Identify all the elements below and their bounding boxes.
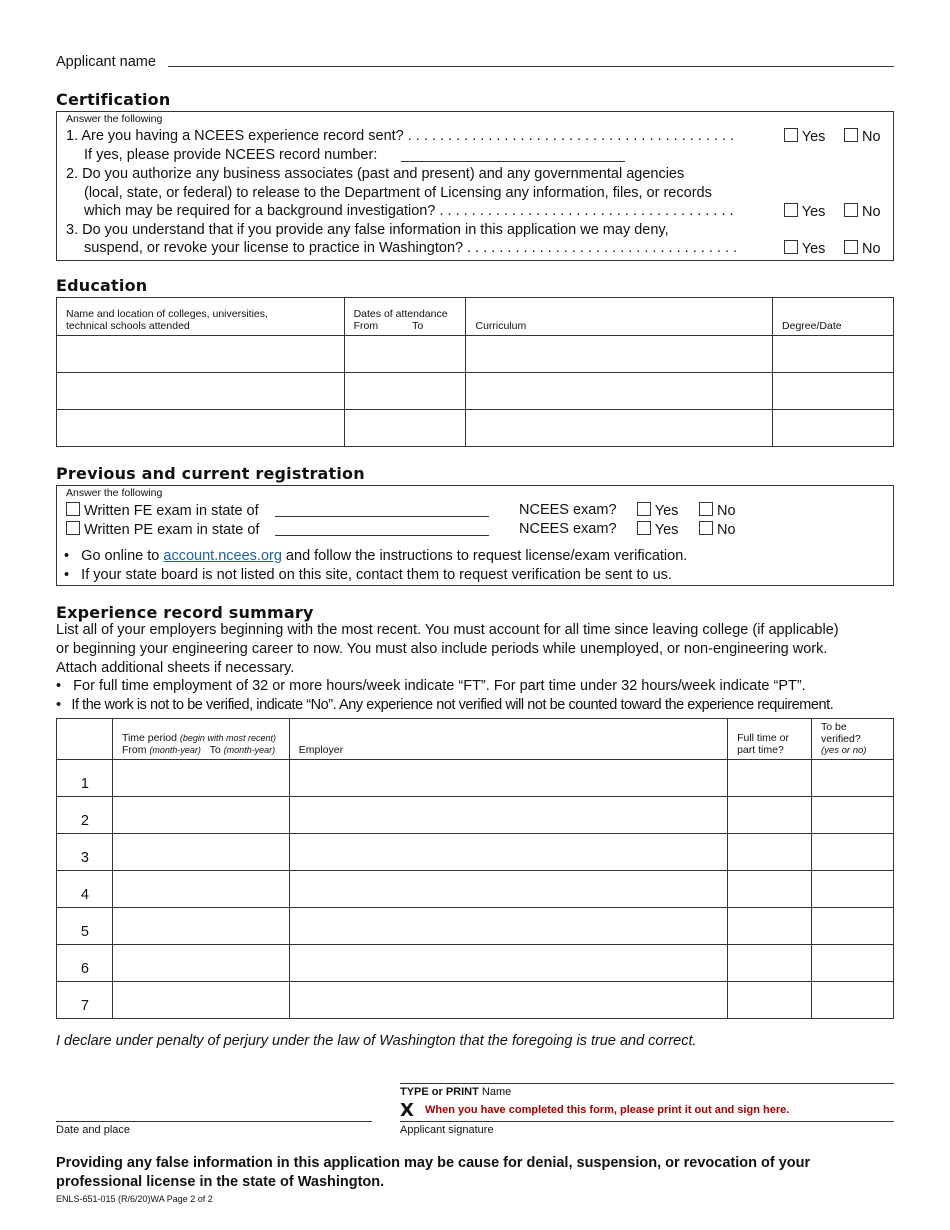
pe-exam-checkbox[interactable] (66, 521, 80, 535)
question-2-line2: (local, state, or federal) to release to the Department of Licensing any information, files, or records (84, 185, 712, 201)
q3-no-label: No (862, 241, 881, 257)
experience-col-number (57, 719, 113, 760)
q3-yes-checkbox[interactable] (784, 240, 798, 254)
col-employer-label: Employer (298, 744, 344, 756)
col-from-label: From (121, 744, 147, 756)
experience-cell[interactable] (112, 982, 289, 1019)
experience-cell[interactable] (289, 797, 727, 834)
experience-header-row (57, 719, 894, 760)
print-name-field[interactable] (400, 1083, 894, 1084)
fe-exam-label: Written FE exam in state of (84, 503, 259, 519)
education-cell[interactable] (773, 373, 894, 410)
education-col-degree (773, 298, 894, 336)
pe-exam-label: Written PE exam in state of (84, 522, 260, 538)
experience-cell[interactable] (289, 871, 727, 908)
experience-cell[interactable] (112, 760, 289, 797)
education-col-degree-label: Degree/Date (782, 320, 842, 332)
education-cell[interactable] (344, 336, 466, 373)
q2-no-label: No (862, 204, 881, 220)
q3-no-checkbox[interactable] (844, 240, 858, 254)
education-table (56, 297, 894, 447)
experience-cell[interactable] (728, 982, 812, 1019)
bullet-2-text: If your state board is not listed on this site, contact them to request verification be sent to us. (81, 567, 672, 583)
education-row (57, 336, 894, 373)
certification-heading: Certification (56, 90, 171, 109)
bullet-1-post: and follow the instructions to request license/exam verification. (281, 548, 688, 564)
q2-no-checkbox[interactable] (844, 203, 858, 217)
experience-col-ft (728, 719, 812, 760)
certification-instruction: Answer the following (66, 113, 163, 125)
education-cell[interactable] (466, 336, 773, 373)
x-mark-icon: X (400, 1100, 414, 1121)
experience-col-time (112, 719, 289, 760)
q1-yes-checkbox[interactable] (784, 128, 798, 142)
experience-cell[interactable] (112, 908, 289, 945)
declaration: I declare under penalty of perjury under the law of Washington that the foregoing is true and correct. (56, 1033, 697, 1049)
question-3-line1: 3. Do you understand that if you provide any false information in this application we may deny, (66, 222, 669, 238)
registration-instruction: Answer the following (66, 487, 163, 499)
experience-cell[interactable] (728, 908, 812, 945)
date-place-field[interactable] (56, 1121, 372, 1122)
warning-line-2: professional license in the state of Washington. (56, 1174, 385, 1190)
col-verify-line1: To be verified? (821, 721, 861, 745)
experience-col-employer (289, 719, 727, 760)
education-row (57, 373, 894, 410)
signature-instruction: When you have completed this form, please print it out and sign here. (425, 1104, 790, 1116)
col-ft-line1: Full time or (737, 732, 790, 744)
experience-cell[interactable] (728, 871, 812, 908)
experience-row-number: 5 (57, 908, 113, 945)
education-cell[interactable] (57, 410, 345, 447)
experience-cell[interactable] (728, 797, 812, 834)
experience-para-2: or beginning your engineering career to now. You must also include periods while unemployed, or non-engineering work. (56, 641, 828, 657)
education-row (57, 410, 894, 447)
experience-cell[interactable] (289, 760, 727, 797)
fe-ncees-label: NCEES exam? (519, 502, 617, 518)
experience-cell[interactable] (812, 797, 894, 834)
experience-cell[interactable] (112, 945, 289, 982)
q2-yes-label: Yes (801, 204, 826, 220)
experience-bullet-2: • If the work is not to be verified, indicate “No”. Any experience not verified will not be counted toward the experience requirement. (56, 697, 834, 713)
experience-bullet-1: • For full time employment of 32 or more hours/week indicate “FT”. For part time under 32 hours/week indicate “PT”. (56, 678, 806, 694)
fe-exam-checkbox[interactable] (66, 502, 80, 516)
pe-ncees-yes-label: Yes (654, 522, 679, 538)
education-col-school (57, 298, 345, 336)
experience-heading: Experience record summary (56, 603, 314, 622)
experience-cell[interactable] (812, 982, 894, 1019)
applicant-signature-field[interactable] (400, 1121, 894, 1122)
experience-bullet-2-text: If the work is not to be verified, indicate “No”. Any experience not verified will not be counted toward the experience requirement. (71, 697, 834, 713)
experience-row (57, 760, 894, 797)
fe-ncees-no-label: No (717, 503, 736, 519)
col-verify-line2: (yes or no) (821, 745, 867, 756)
experience-cell[interactable] (289, 908, 727, 945)
certification-box (56, 111, 894, 261)
education-col-to: To (412, 320, 424, 332)
pe-ncees-yes-checkbox[interactable] (637, 521, 651, 535)
education-col-school-line2: technical schools attended (66, 320, 190, 332)
education-col-curriculum (466, 298, 773, 336)
q2-yes-checkbox[interactable] (784, 203, 798, 217)
experience-row-number: 7 (57, 982, 113, 1019)
question-3-line2: suspend, or revoke your license to practice in Washington? . . . . . . . . . . . . . . . . . . . . . . . . . . . . . . . . . . (84, 240, 738, 256)
education-heading: Education (56, 276, 148, 295)
experience-row (57, 945, 894, 982)
education-cell[interactable] (57, 336, 345, 373)
bullet-1-pre: Go online to (81, 548, 164, 564)
pe-state-field[interactable] (275, 535, 489, 536)
education-cell[interactable] (466, 410, 773, 447)
experience-cell[interactable] (289, 945, 727, 982)
experience-cell[interactable] (812, 760, 894, 797)
q1-yes-label: Yes (801, 129, 826, 145)
ncees-link[interactable]: account.ncees.org (163, 548, 282, 564)
pe-ncees-no-checkbox[interactable] (699, 521, 713, 535)
question-1-sub: If yes, please provide NCEES record number: (84, 147, 378, 163)
question-2-line1: 2. Do you authorize any business associates (past and present) and any governmental agencies (66, 166, 685, 182)
applicant-signature-label: Applicant signature (400, 1124, 494, 1136)
fe-state-field[interactable] (275, 516, 489, 517)
experience-row-number: 4 (57, 871, 113, 908)
experience-row (57, 834, 894, 871)
fe-ncees-yes-checkbox[interactable] (637, 502, 651, 516)
registration-box (56, 485, 894, 586)
education-cell[interactable] (773, 410, 894, 447)
question-2-line3: which may be required for a background investigation? . . . . . . . . . . . . . . . . . . . . . . . . . . . . . . . . . . . . . (84, 203, 734, 219)
type-print-label (400, 1086, 511, 1098)
q1-no-label: No (862, 129, 881, 145)
experience-bullet-1-text: For full time employment of 32 or more hours/week indicate “FT”. For part time under 32 hours/week indicate “PT”. (73, 678, 806, 694)
date-place-label: Date and place (56, 1124, 130, 1136)
experience-cell[interactable] (112, 834, 289, 871)
education-cell[interactable] (466, 373, 773, 410)
col-time-note: (begin with most recent) (179, 733, 276, 743)
education-col-dates (344, 298, 466, 336)
registration-heading: Previous and current registration (56, 464, 365, 483)
q3-yes-label: Yes (801, 241, 826, 257)
ncees-record-number-field[interactable] (401, 161, 625, 162)
type-print-rest: Name (478, 1086, 512, 1098)
col-to-note: (month-year) (223, 745, 276, 755)
experience-row (57, 982, 894, 1019)
experience-cell[interactable] (728, 945, 812, 982)
experience-col-verify (812, 719, 894, 760)
warning-line-1: Providing any false information in this application may be cause for denial, suspension, or revocation of your (56, 1155, 811, 1171)
type-print-bold: TYPE or PRINT (400, 1086, 479, 1098)
col-ft-line2: part time? (737, 744, 784, 756)
experience-cell[interactable] (112, 797, 289, 834)
experience-cell[interactable] (728, 834, 812, 871)
col-to-label: To (209, 744, 221, 756)
q1-no-checkbox[interactable] (844, 128, 858, 142)
experience-cell[interactable] (289, 982, 727, 1019)
experience-row (57, 908, 894, 945)
education-header-row (57, 298, 894, 336)
registration-bullet-2: • If your state board is not listed on this site, contact them to request verification be sent to us. (64, 567, 672, 583)
experience-cell[interactable] (112, 871, 289, 908)
question-1: 1. Are you having a NCEES experience record sent? . . . . . . . . . . . . . . . . . . . . . . . . . . . . . . . . . . . . . . . . . (66, 128, 735, 144)
experience-row-number: 3 (57, 834, 113, 871)
education-cell[interactable] (344, 373, 466, 410)
experience-cell[interactable] (812, 834, 894, 871)
applicant-name-label: Applicant name (56, 54, 156, 70)
education-cell[interactable] (57, 373, 345, 410)
applicant-name-field[interactable] (168, 66, 894, 67)
experience-table (56, 718, 894, 1019)
form-footer: ENLS-651-015 (R/6/20)WA Page 2 of 2 (56, 1194, 213, 1204)
fe-ncees-yes-label: Yes (654, 503, 679, 519)
experience-row-number: 6 (57, 945, 113, 982)
experience-row (57, 797, 894, 834)
col-from-note: (month-year) (149, 745, 201, 755)
experience-cell[interactable] (812, 945, 894, 982)
col-time-label: Time period (121, 732, 177, 744)
experience-para-1: List all of your employers beginning with the most recent. You must account for all time since leaving college (if applicable) (56, 622, 839, 638)
experience-cell[interactable] (289, 834, 727, 871)
education-cell[interactable] (773, 336, 894, 373)
registration-bullet-1: • Go online to account.ncees.org and follow the instructions to request license/exam verification. (64, 548, 688, 564)
experience-cell[interactable] (812, 871, 894, 908)
education-col-dates-line1: Dates of attendance (353, 308, 448, 320)
experience-para-3: Attach additional sheets if necessary. (56, 660, 295, 676)
education-cell[interactable] (344, 410, 466, 447)
experience-row (57, 871, 894, 908)
education-col-from: From (353, 320, 379, 332)
experience-row-number: 2 (57, 797, 113, 834)
pe-ncees-no-label: No (717, 522, 736, 538)
fe-ncees-no-checkbox[interactable] (699, 502, 713, 516)
experience-cell[interactable] (812, 908, 894, 945)
pe-ncees-label: NCEES exam? (519, 521, 617, 537)
education-col-school-line1: Name and location of colleges, universities, (66, 308, 268, 320)
experience-cell[interactable] (728, 760, 812, 797)
experience-row-number: 1 (57, 760, 113, 797)
education-col-curriculum-label: Curriculum (475, 320, 527, 332)
